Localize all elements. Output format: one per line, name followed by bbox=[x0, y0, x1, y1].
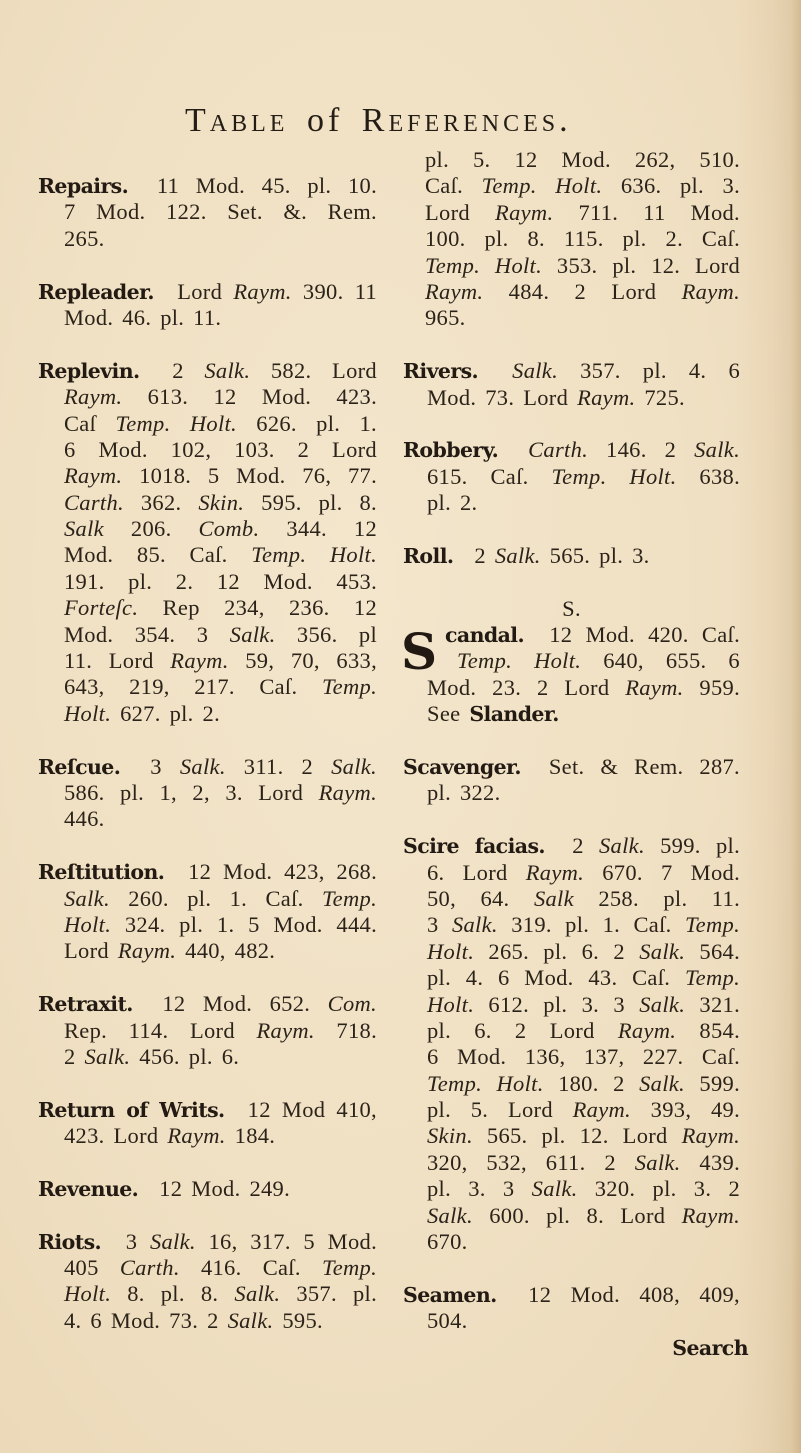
entry-line bbox=[38, 199, 377, 225]
entry-line bbox=[38, 463, 377, 489]
index-entry bbox=[403, 622, 740, 728]
entry-line bbox=[403, 437, 740, 463]
citation-text: 405 bbox=[64, 1255, 120, 1281]
citation-text: 959. bbox=[683, 674, 740, 700]
entry-line bbox=[403, 1308, 740, 1334]
entry-line bbox=[38, 622, 377, 648]
entry-line bbox=[38, 1176, 377, 1202]
entry-headword: Scavenger. bbox=[403, 754, 521, 779]
report-abbreviation: Holt. bbox=[64, 911, 112, 937]
entry-line bbox=[403, 939, 740, 965]
citation-text: 11. Lord bbox=[64, 648, 171, 674]
citation-text: Mod. 23. 2 Lord bbox=[427, 674, 626, 700]
report-abbreviation: Raym. bbox=[117, 938, 177, 964]
entry-line bbox=[403, 279, 740, 305]
entry-line bbox=[38, 1308, 377, 1334]
citation-text: 390. 11 bbox=[291, 278, 377, 304]
citation-text: 612. pl. 3. 3 bbox=[474, 991, 640, 1017]
entry-line bbox=[403, 543, 740, 569]
report-abbreviation: Temp. bbox=[321, 1255, 378, 1281]
report-abbreviation: Salk. bbox=[639, 991, 686, 1017]
report-abbreviation: Carth. bbox=[64, 489, 124, 515]
report-abbreviation: Raym. bbox=[617, 1017, 677, 1043]
citation-text: 206. bbox=[103, 516, 199, 542]
index-entry bbox=[38, 1176, 377, 1202]
citation-text: 613. 12 Mod. 423. bbox=[122, 384, 377, 410]
citation-text: 319. pl. 1. Caſ. bbox=[497, 912, 685, 938]
report-abbreviation: Raym. bbox=[170, 648, 229, 674]
index-entry bbox=[38, 754, 377, 833]
entry-line bbox=[403, 226, 740, 252]
citation-text: 50, 64. bbox=[427, 885, 534, 911]
entry-line bbox=[403, 622, 740, 648]
citation-text: 564. bbox=[685, 938, 740, 964]
report-abbreviation: Raym. bbox=[625, 674, 684, 700]
citation-text: Lord bbox=[177, 278, 234, 304]
citation-text: 353. pl. 12. Lord bbox=[542, 252, 740, 278]
entry-line bbox=[403, 701, 740, 727]
entry-headword: Replevin. bbox=[38, 358, 140, 383]
entry-line bbox=[38, 648, 377, 674]
entry-headword: Reſtitution. bbox=[38, 860, 165, 885]
citation-text: 311. 2 bbox=[225, 753, 332, 779]
citation-text: 670. 7 Mod. bbox=[584, 859, 740, 885]
citation-text: 416. Caſ. bbox=[179, 1255, 322, 1281]
citation-text: 440, 482. bbox=[176, 938, 276, 964]
report-abbreviation: Raym. bbox=[425, 278, 484, 304]
citation-text: Mod. 85. Caſ. bbox=[64, 542, 252, 568]
report-abbreviation: Temp. Holt. bbox=[115, 410, 237, 436]
entry-line bbox=[38, 1044, 377, 1070]
citation-text: 258. pl. 11. bbox=[573, 885, 740, 911]
index-entry bbox=[38, 991, 377, 1070]
report-abbreviation: Temp. Holt. bbox=[551, 463, 677, 489]
left-column-entries bbox=[38, 173, 377, 1334]
citation-text: 12 Mod. 408, 409, bbox=[528, 1281, 740, 1307]
index-entry bbox=[403, 833, 740, 1255]
citation-text: 565. pl. 3. bbox=[540, 542, 650, 568]
entry-line bbox=[403, 1097, 740, 1123]
citation-text: 265. pl. 6. 2 bbox=[474, 938, 640, 964]
citation-text: 600. pl. 8. Lord bbox=[472, 1202, 682, 1228]
entry-line bbox=[403, 358, 740, 384]
report-abbreviation: Temp. bbox=[684, 912, 740, 938]
entry-line bbox=[38, 701, 377, 727]
citation-text: 3 bbox=[427, 912, 452, 938]
entry-headword: Reſcue. bbox=[38, 754, 121, 779]
report-abbreviation: Salk. bbox=[84, 1043, 131, 1069]
report-abbreviation: Salk. bbox=[451, 912, 498, 938]
index-entry bbox=[403, 147, 740, 332]
entry-line bbox=[38, 806, 377, 832]
entry-headword: Roll. bbox=[403, 543, 454, 568]
citation-text: 7 Mod. 122. Set. &. Rem. bbox=[64, 199, 377, 225]
entry-line bbox=[403, 173, 740, 199]
citation-text: Caſ bbox=[64, 410, 116, 436]
report-abbreviation: Salk. bbox=[634, 1149, 681, 1175]
citation-text: 12 Mod. 249. bbox=[159, 1175, 291, 1201]
citation-text: 3 bbox=[150, 753, 180, 779]
entry-line bbox=[38, 991, 377, 1017]
citation-text: 146. 2 bbox=[588, 437, 695, 463]
index-entry bbox=[38, 1229, 377, 1335]
report-abbreviation: Holt. bbox=[427, 991, 475, 1017]
entry-line bbox=[38, 384, 377, 410]
entry-line bbox=[38, 411, 377, 437]
report-abbreviation: Raym. bbox=[681, 1123, 740, 1149]
entry-line bbox=[403, 965, 740, 991]
citation-text: 6 Mod. 136, 137, 227. Caſ. bbox=[427, 1044, 740, 1070]
report-abbreviation: Salk. bbox=[229, 621, 276, 647]
entry-line bbox=[403, 780, 740, 806]
report-abbreviation: Salk bbox=[533, 885, 574, 911]
report-abbreviation: Raym. bbox=[318, 779, 377, 805]
entry-line bbox=[403, 754, 740, 780]
report-abbreviation: Holt. bbox=[64, 700, 112, 726]
citation-text: 638. bbox=[676, 463, 740, 489]
report-abbreviation: Salk. bbox=[639, 938, 686, 964]
citation-text: 595. pl. 8. bbox=[244, 489, 377, 515]
report-abbreviation: Forteſc. bbox=[64, 595, 139, 621]
citation-text: 8. pl. 8. bbox=[111, 1281, 235, 1307]
report-abbreviation: Temp. Holt. bbox=[457, 648, 582, 674]
entry-line bbox=[403, 253, 740, 279]
citation-text: 626. pl. 1. bbox=[236, 410, 377, 436]
citation-text: 1018. 5 Mod. 76, 77. bbox=[122, 463, 377, 489]
entry-line bbox=[403, 860, 740, 886]
entry-headword: Scire facias. bbox=[403, 834, 545, 859]
citation-text: 599. pl. bbox=[644, 833, 740, 859]
entry-line bbox=[403, 648, 740, 674]
entry-line bbox=[403, 1176, 740, 1202]
citation-text: See bbox=[427, 701, 470, 727]
entry-line bbox=[38, 516, 377, 542]
citation-text: 456. pl. 6. bbox=[130, 1043, 240, 1069]
report-abbreviation: Raym. bbox=[525, 859, 585, 885]
citation-text: 640, 655. 6 bbox=[581, 648, 740, 674]
entry-line bbox=[403, 1071, 740, 1097]
entry-line bbox=[38, 1018, 377, 1044]
citation-text: 324. pl. 1. 5 Mod. 444. bbox=[111, 911, 377, 937]
index-entry bbox=[403, 437, 740, 516]
report-abbreviation: Raym. bbox=[256, 1017, 315, 1043]
citation-text: 180. 2 bbox=[543, 1070, 640, 1096]
citation-text: 265. bbox=[64, 225, 105, 251]
entry-line bbox=[38, 912, 377, 938]
entry-line bbox=[403, 992, 740, 1018]
entry-line bbox=[403, 1203, 740, 1229]
citation-text: 184. bbox=[225, 1123, 276, 1149]
entry-line bbox=[38, 358, 377, 384]
entry-line bbox=[403, 1018, 740, 1044]
report-abbreviation: Temp. bbox=[321, 674, 377, 700]
citation-text: Caſ. bbox=[425, 173, 482, 199]
citation-text: 636. pl. 3. bbox=[602, 173, 740, 199]
entry-line bbox=[38, 542, 377, 568]
citation-text: Mod. 354. 3 bbox=[64, 621, 230, 647]
report-abbreviation: Raym. bbox=[681, 1202, 740, 1228]
citation-text: 2 bbox=[572, 833, 599, 859]
entry-line bbox=[38, 569, 377, 595]
citation-text: 2 bbox=[64, 1043, 85, 1069]
citation-text: 191. pl. 2. 12 Mod. 453. bbox=[64, 568, 377, 594]
entry-headword: Return of Writs. bbox=[38, 1097, 225, 1122]
citation-text: pl. 322. bbox=[427, 780, 501, 806]
citation-text: Rep 234, 236. 12 bbox=[138, 595, 377, 621]
citation-text: 595. bbox=[273, 1307, 323, 1333]
report-abbreviation: Raym. bbox=[681, 278, 740, 304]
entry-line bbox=[403, 886, 740, 912]
report-abbreviation: Raym. bbox=[572, 1097, 631, 1123]
report-abbreviation: Salk. bbox=[331, 753, 377, 779]
entry-line bbox=[38, 226, 377, 252]
citation-text: 12 Mod. 423, 268. bbox=[188, 859, 377, 885]
page-title bbox=[185, 104, 572, 138]
entry-headword: Repleader. bbox=[38, 279, 154, 304]
citation-text: 670. bbox=[427, 1229, 468, 1255]
entry-headword: candal. bbox=[445, 623, 525, 648]
entry-line bbox=[38, 173, 377, 199]
citation-text: 320. pl. 3. 2 bbox=[577, 1176, 740, 1202]
report-abbreviation: Salk. bbox=[227, 1307, 274, 1333]
citation-text: 446. bbox=[64, 806, 105, 832]
citation-text: 12 Mod. 420. Caſ. bbox=[549, 622, 740, 648]
citation-text: Lord bbox=[64, 938, 118, 964]
report-abbreviation: Temp. Holt. bbox=[481, 173, 603, 199]
title-word: References. bbox=[361, 102, 572, 139]
page-edge-shading bbox=[791, 0, 801, 1453]
entry-line bbox=[38, 886, 377, 912]
report-abbreviation: Salk. bbox=[204, 357, 251, 383]
citation-text: 586. pl. 1, 2, 3. Lord bbox=[64, 779, 319, 805]
citation-text: 16, 317. 5 Mod. bbox=[195, 1228, 377, 1254]
section-letter-heading: S. bbox=[562, 595, 581, 621]
entry-headword: Revenue. bbox=[38, 1176, 139, 1201]
citation-text: 393, 49. bbox=[630, 1097, 741, 1123]
report-abbreviation: Salk bbox=[64, 516, 104, 542]
index-entry bbox=[403, 1282, 740, 1335]
title-word: Table bbox=[185, 102, 289, 139]
entry-headword: Robbery. bbox=[403, 438, 499, 463]
report-abbreviation: Salk. bbox=[639, 1070, 685, 1096]
entry-headword: Riots. bbox=[38, 1229, 102, 1254]
citation-text: 6. Lord bbox=[427, 859, 526, 885]
catchword: Search bbox=[672, 1335, 748, 1360]
right-column bbox=[401, 147, 748, 1361]
drop-cap-initial: S bbox=[401, 622, 438, 682]
report-abbreviation: Raym. bbox=[167, 1123, 226, 1149]
report-abbreviation: Skin. bbox=[198, 489, 245, 515]
index-entry bbox=[403, 543, 740, 569]
citation-text: 718. bbox=[314, 1017, 377, 1043]
entry-line bbox=[403, 464, 740, 490]
citation-text: 3 bbox=[125, 1228, 150, 1254]
index-entry bbox=[38, 173, 377, 252]
entry-line bbox=[38, 859, 377, 885]
report-abbreviation: Skin. bbox=[427, 1123, 473, 1149]
entry-line bbox=[38, 938, 377, 964]
entry-line bbox=[38, 1097, 377, 1123]
report-abbreviation: Carth. bbox=[528, 437, 589, 463]
entry-line bbox=[38, 1123, 377, 1149]
report-abbreviation: Raym. bbox=[64, 463, 123, 489]
citation-text: 484. 2 Lord bbox=[483, 278, 682, 304]
citation-text: 582. Lord bbox=[250, 357, 377, 383]
report-abbreviation: Temp. Holt. bbox=[425, 252, 543, 278]
entry-line bbox=[403, 1123, 740, 1149]
entry-line bbox=[403, 305, 740, 331]
entry-line bbox=[38, 1281, 377, 1307]
entry-line bbox=[38, 490, 377, 516]
citation-text: 854. bbox=[676, 1017, 740, 1043]
entry-line bbox=[38, 780, 377, 806]
entry-line bbox=[403, 147, 740, 173]
citation-text: 504. bbox=[427, 1308, 468, 1334]
citation-text: 627. pl. 2. bbox=[111, 700, 220, 726]
report-abbreviation: Com. bbox=[327, 991, 377, 1017]
report-abbreviation: Salk. bbox=[427, 1202, 473, 1228]
report-abbreviation: Salk. bbox=[512, 358, 559, 384]
entry-line bbox=[403, 1044, 740, 1070]
citation-text: 320, 532, 611. 2 bbox=[427, 1149, 635, 1175]
entry-headword: Repairs. bbox=[38, 174, 129, 198]
entry-headword: Rivers. bbox=[403, 359, 479, 384]
citation-text: 599. bbox=[684, 1070, 741, 1096]
citation-text: 423. Lord bbox=[64, 1123, 168, 1149]
right-column-entries bbox=[403, 147, 740, 1335]
citation-text: 12 Mod 410, bbox=[247, 1096, 377, 1122]
citation-text: 2 bbox=[474, 542, 495, 568]
citation-text: 59, 70, 633, bbox=[228, 648, 377, 674]
citation-text: 711. 11 Mod. bbox=[553, 199, 740, 225]
index-entry bbox=[403, 358, 740, 411]
report-abbreviation: Comb. bbox=[198, 516, 260, 542]
report-abbreviation: Holt. bbox=[427, 938, 475, 964]
citation-text: 100. pl. 8. 115. pl. 2. Caſ. bbox=[425, 226, 740, 252]
citation-text: pl. 5. Lord bbox=[427, 1097, 573, 1123]
citation-text: 321. bbox=[685, 991, 740, 1017]
entry-line bbox=[403, 1229, 740, 1255]
citation-text: pl. 3. 3 bbox=[427, 1176, 532, 1202]
entry-line bbox=[403, 675, 740, 701]
citation-text: pl. 5. 12 Mod. 262, 510. bbox=[425, 147, 740, 172]
report-abbreviation: Salk. bbox=[64, 885, 110, 911]
citation-text: 12 Mod. 652. bbox=[162, 991, 328, 1017]
citation-text: 2 bbox=[172, 357, 205, 383]
entry-line bbox=[38, 1255, 377, 1281]
citation-text: 260. pl. 1. Caſ. bbox=[109, 885, 322, 911]
citation-text: 11 Mod. 45. pl. 10. bbox=[156, 173, 377, 198]
citation-text: pl. 2. bbox=[427, 490, 478, 516]
report-abbreviation: Raym. bbox=[64, 384, 123, 410]
citation-text: Lord bbox=[425, 199, 496, 225]
entry-line bbox=[403, 490, 740, 516]
citation-text: 615. Caſ. bbox=[427, 463, 552, 489]
citation-text: 965. bbox=[425, 305, 466, 331]
entry-line bbox=[403, 200, 740, 226]
report-abbreviation: Salk. bbox=[234, 1281, 281, 1307]
report-abbreviation: Salk. bbox=[494, 542, 541, 568]
citation-text: 362. bbox=[123, 489, 199, 515]
report-abbreviation: Carth. bbox=[119, 1255, 180, 1281]
entry-line bbox=[38, 279, 377, 305]
report-abbreviation: Temp. Holt. bbox=[427, 1070, 544, 1096]
cross-reference-term: Slander. bbox=[469, 702, 559, 727]
citation-text: Mod. 73. Lord bbox=[427, 384, 578, 410]
entry-line bbox=[38, 595, 377, 621]
report-abbreviation: Salk. bbox=[531, 1176, 578, 1202]
citation-text: 6 Mod. 102, 103. 2 Lord bbox=[64, 436, 377, 462]
index-entry bbox=[38, 358, 377, 727]
citation-text: 357. pl. 4. 6 bbox=[558, 358, 740, 384]
report-abbreviation: Salk. bbox=[694, 437, 740, 463]
citation-text: pl. 4. 6 Mod. 43. Caſ. bbox=[427, 965, 685, 991]
report-abbreviation: Salk. bbox=[179, 753, 226, 779]
report-abbreviation: Temp. bbox=[684, 965, 740, 991]
citation-text: pl. 6. 2 Lord bbox=[427, 1017, 618, 1043]
citation-text: Set. & Rem. 287. bbox=[548, 753, 740, 779]
report-abbreviation: Temp. bbox=[321, 885, 377, 911]
entry-line bbox=[403, 1282, 740, 1308]
entry-line bbox=[38, 1229, 377, 1255]
entry-line bbox=[403, 912, 740, 938]
entry-headword: Retraxit. bbox=[38, 992, 133, 1017]
report-abbreviation: Salk. bbox=[149, 1228, 196, 1254]
index-entry bbox=[403, 754, 740, 807]
citation-text: 643, 219, 217. Caſ. bbox=[64, 674, 322, 700]
entry-line bbox=[38, 437, 377, 463]
report-abbreviation: Temp. Holt. bbox=[251, 542, 377, 568]
citation-text: 725. bbox=[635, 384, 685, 410]
entry-line bbox=[38, 674, 377, 700]
citation-text: 4. 6 Mod. 73. 2 bbox=[64, 1307, 228, 1333]
report-abbreviation: Salk. bbox=[599, 833, 645, 859]
report-abbreviation: Raym. bbox=[577, 384, 636, 410]
citation-text: Mod. 46. pl. 11. bbox=[64, 304, 222, 330]
index-entry bbox=[38, 859, 377, 965]
citation-text: 565. pl. 12. Lord bbox=[472, 1123, 682, 1149]
report-abbreviation: Holt. bbox=[64, 1281, 112, 1307]
citation-text: 357. pl. bbox=[280, 1281, 377, 1307]
entry-headword: Seamen. bbox=[403, 1282, 497, 1307]
index-entry bbox=[38, 279, 377, 332]
entry-line bbox=[403, 1150, 740, 1176]
report-abbreviation: Raym. bbox=[233, 278, 292, 304]
index-entry bbox=[38, 1097, 377, 1150]
entry-line bbox=[38, 305, 377, 331]
title-word: of bbox=[306, 102, 344, 139]
entry-line bbox=[403, 385, 740, 411]
citation-text: Rep. 114. Lord bbox=[64, 1017, 257, 1043]
entry-line bbox=[38, 754, 377, 780]
citation-text: 356. pl bbox=[275, 621, 378, 647]
citation-text: 344. 12 bbox=[259, 516, 377, 542]
entry-line bbox=[403, 833, 740, 859]
citation-text: 439. bbox=[680, 1149, 741, 1175]
left-column bbox=[38, 173, 377, 1334]
report-abbreviation: Raym. bbox=[495, 199, 554, 225]
